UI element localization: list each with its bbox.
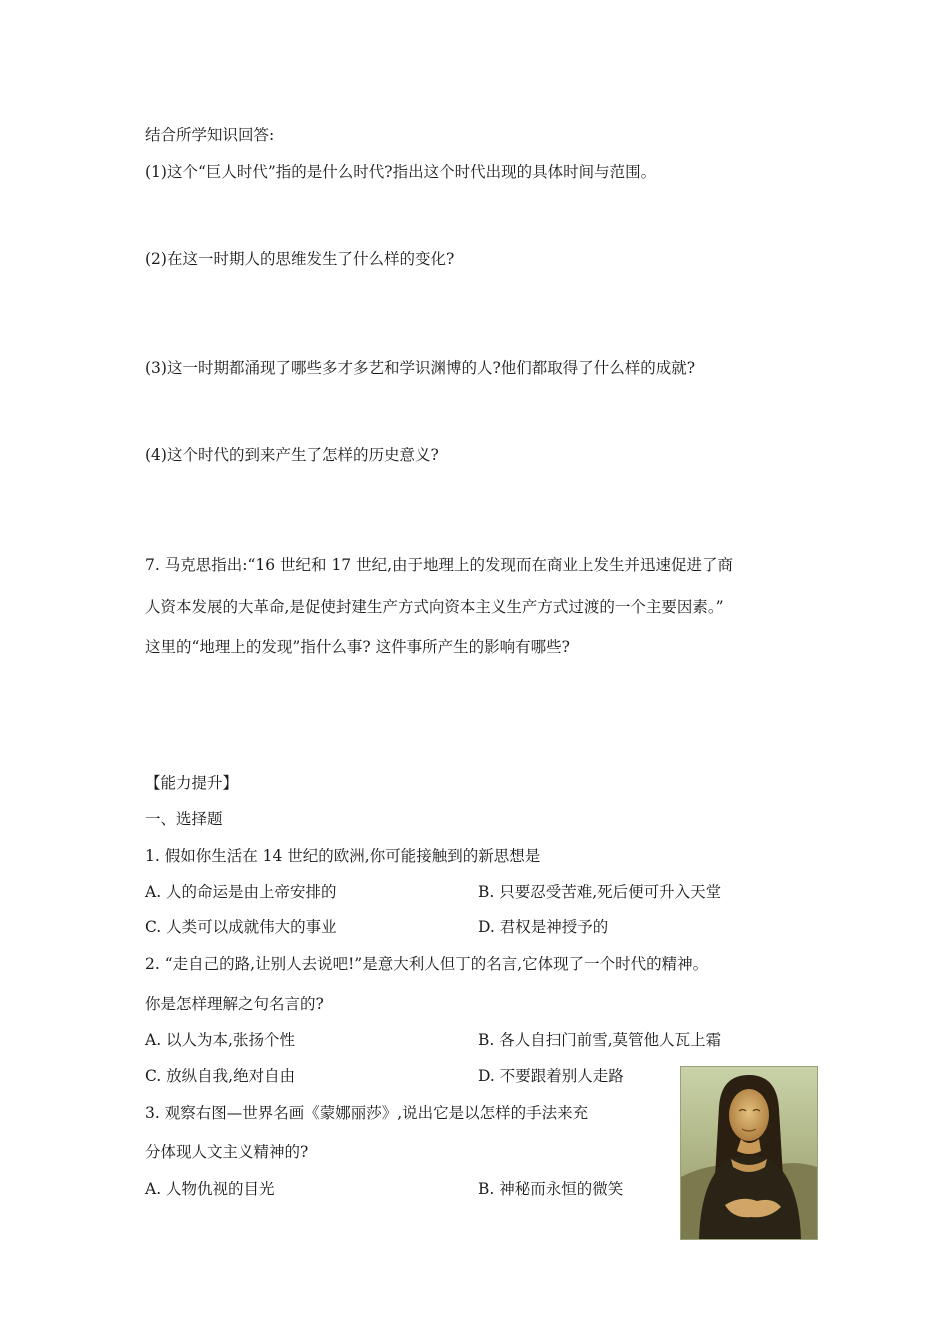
question-2-stem-line-1: 2. “走自己的路,让别人去说吧!”是意大利人但丁的名言,它体现了一个时代的精神。 (145, 955, 709, 973)
mona-lisa-painting (680, 1066, 818, 1240)
question-1-option-d: D. 君权是神授予的 (478, 918, 609, 936)
question-3-stem-line-1: 3. 观察右图—世界名画《蒙娜丽莎》,说出它是以怎样的手法来充 (145, 1104, 589, 1122)
question-7-line-3: 这里的“地理上的发现”指什么事? 这件事所产生的影响有哪些? (145, 638, 570, 656)
subquestion-3: (3)这一时期都涌现了哪些多才多艺和学识渊博的人?他们都取得了什么样的成就? (145, 359, 696, 377)
question-1-option-c: C. 人类可以成就伟大的事业 (145, 918, 337, 936)
intro-text: 结合所学知识回答: (145, 126, 275, 144)
question-2-option-d: D. 不要跟着别人走路 (478, 1067, 624, 1085)
question-7-line-1: 7. 马克思指出:“16 世纪和 17 世纪,由于地理上的发现而在商业上发生并迅速促进了商 (145, 556, 734, 574)
subsection-title: 一、选择题 (145, 810, 223, 828)
subquestion-4: (4)这个时代的到来产生了怎样的历史意义? (145, 446, 439, 464)
question-3-option-a: A. 人物仇视的目光 (145, 1180, 275, 1198)
question-1-option-b: B. 只要忍受苦难,死后便可升入天堂 (478, 883, 722, 901)
subquestion-2: (2)在这一时期人的思维发生了什么样的变化? (145, 250, 455, 268)
question-2-stem-line-2: 你是怎样理解之句名言的? (145, 995, 324, 1013)
question-3-stem-line-2: 分体现人文主义精神的? (145, 1143, 309, 1161)
question-3-option-b: B. 神秘而永恒的微笑 (478, 1180, 624, 1198)
question-2-option-a: A. 以人为本,张扬个性 (145, 1031, 295, 1049)
section-title: 【能力提升】 (145, 774, 239, 792)
subquestion-1: (1)这个“巨人时代”指的是什么时代?指出这个时代出现的具体时间与范围。 (145, 163, 657, 181)
question-2-option-b: B. 各人自扫门前雪,莫管他人瓦上霜 (478, 1031, 722, 1049)
question-1-option-a: A. 人的命运是由上帝安排的 (145, 883, 337, 901)
question-7-line-2: 人资本发展的大革命,是促使封建生产方式向资本主义生产方式过渡的一个主要因素。” (145, 598, 724, 616)
question-2-option-c: C. 放纵自我,绝对自由 (145, 1067, 296, 1085)
question-1-stem: 1. 假如你生活在 14 世纪的欧洲,你可能接触到的新思想是 (145, 847, 541, 865)
